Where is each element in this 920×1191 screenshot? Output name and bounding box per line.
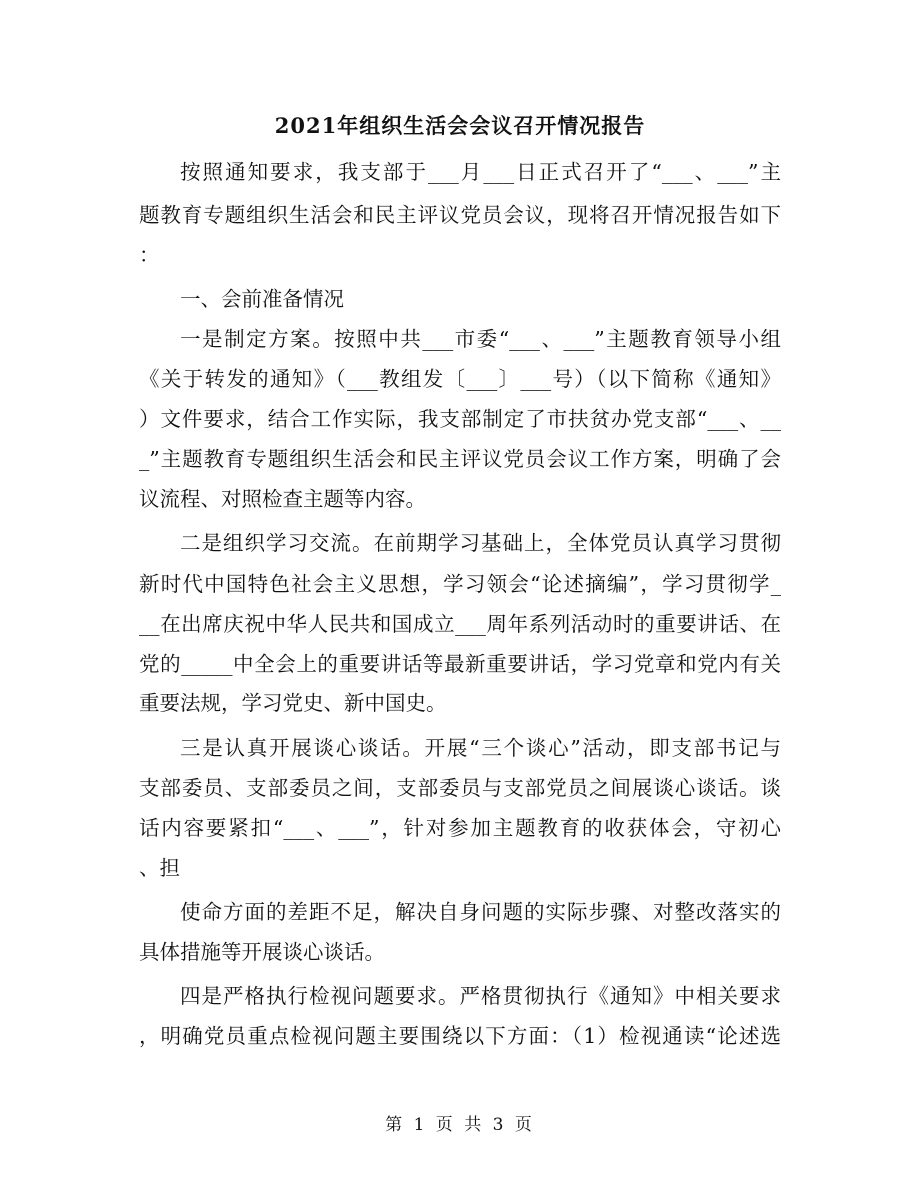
paragraph-2-line-1: 一是制定方案。按照中共___市委“___、___”主题教育领导小组 <box>180 327 781 351</box>
page-number-footer: 第 1 页 共 3 页 <box>385 1115 535 1135</box>
paragraph-3-line-4: 党的_____中全会上的重要讲话等最新重要讲话，学习党章和党内有关 <box>139 652 781 676</box>
paragraph-3-line-5: 重要法规，学习党史、新中国史。 <box>139 691 447 715</box>
section-heading-1: 一、会前准备情况 <box>180 287 344 311</box>
paragraph-4-line-4: 、担 <box>139 856 180 880</box>
document-title: 2021年组织生活会会议召开情况报告 <box>274 113 646 138</box>
paragraph-4-line-3: 话内容要紧扣“___、___”，针对参加主题教育的收获体会，守初心 <box>139 816 781 840</box>
paragraph-2-line-3: ）文件要求，结合工作实际，我支部制定了市扶贫办党支部“___、__ <box>139 407 781 431</box>
paragraph-2-line-5: 议流程、对照检查主题等内容。 <box>139 487 426 511</box>
paragraph-2-line-2: 《关于转发的通知》（___教组发〔___〕___号）（以下简称《通知》 <box>139 367 781 391</box>
paragraph-3-line-1: 二是组织学习交流。在前期学习基础上，全体党员认真学习贯彻 <box>180 531 781 555</box>
paragraph-3-line-3: __在出席庆祝中华人民共和国成立___周年系列活动时的重要讲话、在 <box>139 612 781 636</box>
paragraph-6-line-1: 四是严格执行检视问题要求。严格贯彻执行《通知》中相关要求 <box>180 984 781 1008</box>
paragraph-4-line-2: 支部委员、支部委员之间，支部委员与支部党员之间展谈心谈话。谈 <box>139 776 781 800</box>
paragraph-5-line-2: 具体措施等开展谈心谈话。 <box>139 940 385 964</box>
paragraph-5-line-1: 使命方面的差距不足，解决自身问题的实际步骤、对整改落实的 <box>180 900 781 924</box>
paragraph-1-line-1: 按照通知要求，我支部于___月___日正式召开了“___、___”主 <box>180 160 781 184</box>
paragraph-4-line-1: 三是认真开展谈心谈话。开展“三个谈心”活动，即支部书记与 <box>180 736 781 760</box>
paragraph-1-line-2: 题教育专题组织生活会和民主评议党员会议，现将召开情况报告如下 <box>139 203 781 227</box>
paragraph-2-line-4: _”主题教育专题组织生活会和民主评议党员会议工作方案，明确了会 <box>139 447 781 471</box>
paragraph-3-line-2: 新时代中国特色社会主义思想，学习领会“论述摘编”，学习贯彻学_ <box>139 572 781 596</box>
paragraph-6-line-2: ，明确党员重点检视问题主要围绕以下方面：（1）检视通读“论述选 <box>139 1024 781 1048</box>
paragraph-1-line-3: ： <box>139 243 160 267</box>
